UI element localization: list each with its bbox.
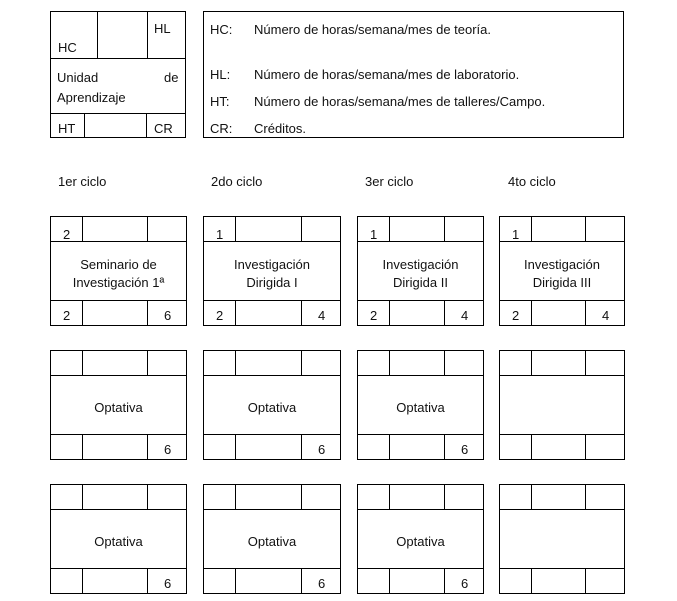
key-bottom-mid-line (84, 113, 147, 114)
top-right-cell (301, 216, 341, 242)
legend-text: Número de horas/semana/mes de teoría. (254, 22, 492, 37)
bottom-mid-cell (83, 300, 149, 326)
hl-cell (390, 350, 446, 376)
key-box (50, 11, 186, 138)
top-right-cell (301, 350, 341, 376)
cycle-header-2: 2do ciclo (211, 174, 263, 189)
bottom-mid-cell (532, 568, 587, 594)
cycle-header-1: 1er ciclo (58, 174, 107, 189)
top-right-cell (301, 484, 341, 510)
legend-key: HL: (210, 67, 231, 82)
legend-row-cr (204, 121, 623, 137)
top-right-cell (147, 350, 187, 376)
bottom-mid-cell (83, 568, 149, 594)
course-box (499, 484, 625, 594)
course-box (357, 350, 484, 460)
hc-cell (203, 484, 236, 510)
hc-value: 1 (370, 227, 378, 242)
ht-cell (357, 434, 390, 460)
course-box (499, 216, 625, 326)
course-title-line1: Optativa (94, 534, 143, 549)
hc-value: 1 (512, 227, 520, 242)
cr-value: 6 (318, 576, 326, 591)
bottom-mid-cell (390, 568, 446, 594)
hl-cell (83, 216, 149, 242)
key-mid-line (97, 58, 148, 59)
hl-cell (532, 350, 587, 376)
cr-value: 6 (164, 576, 172, 591)
course-title-line2: Dirigida III (532, 275, 592, 290)
hl-cell (236, 216, 303, 242)
course-title-line1: Investigación (524, 257, 600, 272)
hc-cell (499, 350, 532, 376)
hc-value: 1 (216, 227, 224, 242)
key-unit-de: de (164, 70, 179, 85)
top-right-cell (444, 216, 484, 242)
bottom-mid-cell (390, 434, 446, 460)
bottom-mid-cell (532, 300, 587, 326)
cr-cell (585, 568, 625, 594)
cr-value: 4 (461, 308, 469, 323)
course-box (50, 350, 187, 460)
cr-value: 6 (164, 308, 172, 323)
legend-key: CR: (210, 121, 233, 136)
course-title-line2: Investigación 1ª (72, 275, 165, 290)
course-box (50, 484, 187, 594)
ht-value: 2 (370, 308, 378, 323)
ht-cell (203, 568, 236, 594)
ht-value: 2 (63, 308, 71, 323)
cr-value: 4 (602, 308, 610, 323)
course-box (499, 350, 625, 460)
course-box (203, 350, 341, 460)
hc-cell (357, 484, 390, 510)
course-title-line1: Optativa (396, 400, 445, 415)
bottom-mid-cell (390, 300, 446, 326)
top-right-cell (147, 216, 187, 242)
bottom-mid-cell (236, 434, 303, 460)
hl-cell (390, 484, 446, 510)
bottom-mid-cell (236, 300, 303, 326)
cycle-header-3: 3er ciclo (365, 174, 414, 189)
course-title-line1: Optativa (247, 400, 297, 415)
hl-cell (236, 484, 303, 510)
top-right-cell (444, 484, 484, 510)
course-title-line1: Optativa (396, 534, 445, 549)
hc-cell (50, 484, 83, 510)
hl-cell (83, 484, 149, 510)
legend-key: HC: (210, 22, 233, 37)
bottom-mid-cell (83, 434, 149, 460)
bottom-mid-cell (236, 568, 303, 594)
course-title-line2: Dirigida I (246, 275, 298, 290)
hc-cell (357, 350, 390, 376)
top-right-cell (585, 350, 625, 376)
cr-cell (585, 434, 625, 460)
hc-value: 2 (63, 227, 71, 242)
bottom-mid-cell (532, 434, 587, 460)
ht-cell (203, 434, 236, 460)
key-unit-line1: Unidad (57, 70, 99, 85)
course-box (203, 484, 341, 594)
hc-cell (203, 350, 236, 376)
ht-cell (50, 568, 83, 594)
hc-cell (499, 484, 532, 510)
cr-value: 6 (164, 442, 172, 457)
key-hl-label: HL (154, 21, 171, 36)
cr-value: 4 (318, 308, 326, 323)
course-title-line1: Optativa (247, 534, 297, 549)
course-title-line1: Investigación (234, 257, 310, 272)
key-hc-label: HC (58, 40, 77, 55)
legend-text: Número de horas/semana/mes de talleres/Campo. (254, 94, 546, 109)
hl-cell (532, 484, 587, 510)
ht-value: 2 (216, 308, 224, 323)
legend-text: Créditos. (254, 121, 307, 136)
legend-row-ht (204, 94, 623, 110)
top-right-cell (444, 350, 484, 376)
ht-value: 2 (512, 308, 520, 323)
hl-cell (532, 216, 587, 242)
course-title-line1: Seminario de (80, 257, 157, 272)
legend-row-hl (204, 67, 623, 83)
course-box (50, 216, 187, 326)
cr-value: 6 (461, 442, 469, 457)
ht-cell (50, 434, 83, 460)
hl-cell (390, 216, 446, 242)
cycle-header-4: 4to ciclo (508, 174, 556, 189)
key-cr-label: CR (154, 121, 173, 136)
cr-value: 6 (461, 576, 469, 591)
course-box (357, 216, 484, 326)
course-box (357, 484, 484, 594)
ht-cell (499, 568, 532, 594)
legend-key: HT: (210, 94, 230, 109)
hl-cell (236, 350, 303, 376)
ht-cell (499, 434, 532, 460)
legend-box (203, 11, 624, 138)
course-box (203, 216, 341, 326)
course-title-line2: Dirigida II (393, 275, 448, 290)
hl-cell (83, 350, 149, 376)
course-title-line1: Optativa (94, 400, 143, 415)
top-right-cell (585, 484, 625, 510)
key-unit-line2: Aprendizaje (57, 90, 126, 105)
key-ht-label: HT (58, 121, 76, 136)
ht-cell (357, 568, 390, 594)
legend-row-hc (204, 22, 623, 38)
hc-cell (50, 350, 83, 376)
course-title-line1: Investigación (382, 257, 459, 272)
top-right-cell (585, 216, 625, 242)
cr-value: 6 (318, 442, 326, 457)
legend-text: Número de horas/semana/mes de laboratorio. (254, 67, 520, 82)
top-right-cell (147, 484, 187, 510)
